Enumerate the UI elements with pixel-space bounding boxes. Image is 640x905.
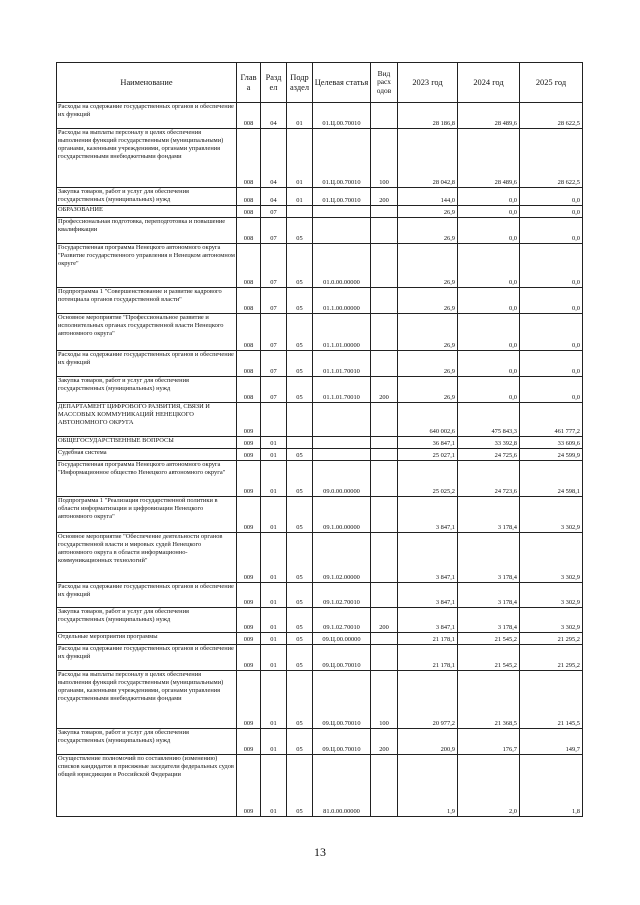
cell-name: Расходы на выплаты персоналу в целях обеспечения выполнения функций государственными (муниципальными) органами, казенными учреждениями, органами управления государственными внебюджетными фондами <box>57 129 237 188</box>
cell-razdel: 07 <box>261 206 287 218</box>
cell-vid <box>371 633 398 645</box>
cell-vid <box>371 755 398 817</box>
cell-y2025: 0,0 <box>520 218 583 244</box>
cell-glava: 008 <box>237 103 261 129</box>
cell-glava: 009 <box>237 533 261 583</box>
cell-podrazdel <box>287 437 313 449</box>
cell-vid <box>371 206 398 218</box>
cell-tselevaya: 01.1.01.00000 <box>313 314 371 351</box>
table-row <box>57 129 583 188</box>
cell-tselevaya: 01.1.01.70010 <box>313 351 371 377</box>
cell-vid <box>371 461 398 497</box>
cell-y2024: 33 392,8 <box>458 437 520 449</box>
cell-name: ДЕПАРТАМЕНТ ЦИФРОВОГО РАЗВИТИЯ, СВЯЗИ И МАССОВЫХ КОММУНИКАЦИЙ НЕНЕЦКОГО АВТОНОМНОГО ОКРУГА <box>57 403 237 437</box>
cell-glava: 009 <box>237 461 261 497</box>
cell-podrazdel: 05 <box>287 671 313 729</box>
cell-tselevaya: 81.0.00.00000 <box>313 755 371 817</box>
cell-y2025: 24 599,9 <box>520 449 583 461</box>
cell-vid <box>371 288 398 314</box>
cell-vid <box>371 103 398 129</box>
cell-tselevaya <box>313 403 371 437</box>
cell-vid <box>371 403 398 437</box>
cell-y2023: 1,9 <box>398 755 458 817</box>
cell-name: ОБРАЗОВАНИЕ <box>57 206 237 218</box>
cell-y2024: 2,0 <box>458 755 520 817</box>
cell-vid <box>371 244 398 288</box>
cell-tselevaya <box>313 437 371 449</box>
cell-vid <box>371 449 398 461</box>
cell-y2025: 24 598,1 <box>520 461 583 497</box>
cell-podrazdel: 05 <box>287 533 313 583</box>
table-row <box>57 608 583 633</box>
cell-razdel: 07 <box>261 377 287 403</box>
cell-tselevaya: 09.1.02.70010 <box>313 583 371 608</box>
table-row <box>57 188 583 206</box>
cell-podrazdel: 05 <box>287 377 313 403</box>
cell-tselevaya <box>313 449 371 461</box>
cell-y2023: 640 002,6 <box>398 403 458 437</box>
cell-tselevaya: 01.Ц.00.70010 <box>313 129 371 188</box>
page-number: 13 <box>314 845 326 859</box>
cell-tselevaya: 01.Ц.00.70010 <box>313 188 371 206</box>
cell-vid: 200 <box>371 608 398 633</box>
cell-y2025: 28 622,5 <box>520 129 583 188</box>
cell-y2023: 26,9 <box>398 377 458 403</box>
cell-y2024: 0,0 <box>458 206 520 218</box>
cell-glava: 009 <box>237 729 261 755</box>
table-row <box>57 671 583 729</box>
cell-glava: 008 <box>237 377 261 403</box>
cell-glava: 009 <box>237 449 261 461</box>
cell-razdel: 04 <box>261 188 287 206</box>
cell-y2025: 28 622,5 <box>520 103 583 129</box>
cell-y2025: 1,8 <box>520 755 583 817</box>
cell-y2023: 21 178,1 <box>398 645 458 671</box>
cell-razdel: 07 <box>261 351 287 377</box>
cell-razdel: 01 <box>261 533 287 583</box>
cell-podrazdel: 05 <box>287 244 313 288</box>
cell-glava: 009 <box>237 437 261 449</box>
cell-y2023: 28 042,8 <box>398 129 458 188</box>
cell-y2024: 176,7 <box>458 729 520 755</box>
cell-glava: 008 <box>237 129 261 188</box>
table-row <box>57 103 583 129</box>
header-podrazdel: Подр аздел <box>287 63 313 103</box>
cell-glava: 008 <box>237 206 261 218</box>
table-row <box>57 755 583 817</box>
table-header-row <box>57 63 583 103</box>
cell-razdel: 04 <box>261 103 287 129</box>
cell-razdel: 01 <box>261 461 287 497</box>
cell-tselevaya: 09.1.02.00000 <box>313 533 371 583</box>
cell-y2024: 24 723,6 <box>458 461 520 497</box>
cell-tselevaya: 09.Ц.00.70010 <box>313 671 371 729</box>
cell-glava: 008 <box>237 218 261 244</box>
cell-name: Расходы на содержание государственных органов и обеспечение их функций <box>57 645 237 671</box>
cell-tselevaya: 01.1.00.00000 <box>313 288 371 314</box>
cell-razdel: 01 <box>261 437 287 449</box>
cell-y2024: 0,0 <box>458 218 520 244</box>
cell-vid <box>371 218 398 244</box>
header-name: Наименование <box>57 63 237 103</box>
cell-y2024: 0,0 <box>458 188 520 206</box>
cell-vid: 200 <box>371 188 398 206</box>
header-glava: Глав а <box>237 63 261 103</box>
cell-name: Судебная система <box>57 449 237 461</box>
header-razdel: Разд ел <box>261 63 287 103</box>
cell-name: Отдельные мероприятия программы <box>57 633 237 645</box>
cell-y2025: 33 609,6 <box>520 437 583 449</box>
cell-podrazdel: 05 <box>287 218 313 244</box>
table-row <box>57 377 583 403</box>
cell-y2023: 25 027,1 <box>398 449 458 461</box>
table-row <box>57 497 583 533</box>
cell-y2025: 3 302,9 <box>520 608 583 633</box>
table-row <box>57 583 583 608</box>
cell-podrazdel: 05 <box>287 608 313 633</box>
cell-razdel: 07 <box>261 314 287 351</box>
cell-podrazdel <box>287 403 313 437</box>
cell-tselevaya <box>313 218 371 244</box>
cell-y2023: 3 847,1 <box>398 533 458 583</box>
cell-y2023: 21 178,1 <box>398 633 458 645</box>
cell-y2023: 26,9 <box>398 206 458 218</box>
cell-y2023: 26,9 <box>398 288 458 314</box>
cell-podrazdel: 01 <box>287 129 313 188</box>
cell-name: Подпрограмма 1 "Совершенствование и развитие кадрового потенциала органов государственной власти" <box>57 288 237 314</box>
cell-razdel: 01 <box>261 729 287 755</box>
table-row <box>57 533 583 583</box>
cell-glava: 009 <box>237 497 261 533</box>
table-row <box>57 218 583 244</box>
cell-glava: 009 <box>237 608 261 633</box>
cell-podrazdel: 05 <box>287 583 313 608</box>
cell-tselevaya: 01.Ц.00.70010 <box>313 103 371 129</box>
cell-razdel: 01 <box>261 645 287 671</box>
cell-razdel: 01 <box>261 449 287 461</box>
cell-name: Закупка товаров, работ и услуг для обеспечения государственных (муниципальных) нужд <box>57 188 237 206</box>
cell-vid <box>371 645 398 671</box>
header-tselevaya: Целевая статья <box>313 63 371 103</box>
cell-y2023: 28 186,8 <box>398 103 458 129</box>
table-row <box>57 729 583 755</box>
cell-y2023: 144,0 <box>398 188 458 206</box>
cell-podrazdel: 05 <box>287 351 313 377</box>
cell-glava: 008 <box>237 244 261 288</box>
cell-y2024: 24 725,6 <box>458 449 520 461</box>
cell-tselevaya: 09.1.00.00000 <box>313 497 371 533</box>
cell-glava: 009 <box>237 633 261 645</box>
cell-vid: 200 <box>371 377 398 403</box>
cell-y2024: 28 489,6 <box>458 129 520 188</box>
cell-razdel: 01 <box>261 671 287 729</box>
cell-podrazdel <box>287 206 313 218</box>
cell-y2024: 3 178,4 <box>458 533 520 583</box>
cell-y2025: 0,0 <box>520 188 583 206</box>
cell-podrazdel: 01 <box>287 103 313 129</box>
cell-razdel: 01 <box>261 608 287 633</box>
cell-name: Государственная программа Ненецкого автономного округа "Развитие государственного управления в Ненецком автономном округе" <box>57 244 237 288</box>
cell-tselevaya: 09.Ц.00.70010 <box>313 729 371 755</box>
header-vid: Вид расх одов <box>371 63 398 103</box>
cell-razdel: 01 <box>261 755 287 817</box>
table-row <box>57 633 583 645</box>
table-row <box>57 449 583 461</box>
cell-razdel: 07 <box>261 218 287 244</box>
cell-vid <box>371 533 398 583</box>
cell-glava: 008 <box>237 351 261 377</box>
cell-razdel <box>261 403 287 437</box>
cell-name: Расходы на выплаты персоналу в целях обеспечения выполнения функций государственными (муниципальными) органами, казенными учреждениями, органами управления государственными внебюджетными фондами <box>57 671 237 729</box>
cell-y2025: 3 302,9 <box>520 533 583 583</box>
table-row <box>57 403 583 437</box>
cell-y2025: 149,7 <box>520 729 583 755</box>
cell-y2024: 0,0 <box>458 244 520 288</box>
cell-y2024: 21 545,2 <box>458 633 520 645</box>
cell-y2025: 21 145,5 <box>520 671 583 729</box>
cell-glava: 009 <box>237 583 261 608</box>
cell-vid <box>371 314 398 351</box>
cell-y2025: 3 302,9 <box>520 583 583 608</box>
cell-razdel: 01 <box>261 497 287 533</box>
cell-y2024: 0,0 <box>458 314 520 351</box>
cell-y2025: 0,0 <box>520 377 583 403</box>
budget-table <box>56 62 583 817</box>
cell-vid <box>371 437 398 449</box>
cell-razdel: 07 <box>261 244 287 288</box>
cell-razdel: 07 <box>261 288 287 314</box>
cell-razdel: 01 <box>261 583 287 608</box>
cell-glava: 009 <box>237 671 261 729</box>
table-row <box>57 351 583 377</box>
cell-name: Основное мероприятие "Обеспечение деятельности органов государственной власти и мировых судей Ненецкого автономного округа в области информационно-коммуникационных технологий" <box>57 533 237 583</box>
cell-y2023: 36 847,1 <box>398 437 458 449</box>
cell-y2025: 3 302,9 <box>520 497 583 533</box>
cell-name: Расходы на содержание государственных органов и обеспечение их функций <box>57 583 237 608</box>
cell-glava: 008 <box>237 188 261 206</box>
cell-y2023: 3 847,1 <box>398 497 458 533</box>
cell-tselevaya: 09.Ц.00.00000 <box>313 633 371 645</box>
cell-vid: 100 <box>371 129 398 188</box>
cell-glava: 009 <box>237 403 261 437</box>
cell-name: Основное мероприятие "Профессиональное развитие и исполнительных органах государственной власти Ненецкого автономного округа" <box>57 314 237 351</box>
header-2023: 2023 год <box>398 63 458 103</box>
cell-podrazdel: 05 <box>287 461 313 497</box>
cell-name: Расходы на содержание государственных органов и обеспечение их функций <box>57 351 237 377</box>
cell-tselevaya: 09.0.00.00000 <box>313 461 371 497</box>
cell-razdel: 04 <box>261 129 287 188</box>
cell-name: Закупка товаров, работ и услуг для обеспечения государственных (муниципальных) нужд <box>57 608 237 633</box>
cell-vid: 200 <box>371 729 398 755</box>
cell-vid <box>371 583 398 608</box>
cell-y2023: 25 025,2 <box>398 461 458 497</box>
cell-vid: 100 <box>371 671 398 729</box>
table-row <box>57 314 583 351</box>
cell-y2024: 0,0 <box>458 377 520 403</box>
cell-y2023: 20 977,2 <box>398 671 458 729</box>
cell-name: Профессиональная подготовка, переподготовка и повышение квалификации <box>57 218 237 244</box>
cell-y2023: 26,9 <box>398 351 458 377</box>
cell-vid <box>371 497 398 533</box>
cell-y2025: 21 295,2 <box>520 645 583 671</box>
cell-name: Осуществление полномочий по составлению (изменению) списков кандидатов в присяжные заседатели федеральных судов общей юрисдикции в Российской Федерации <box>57 755 237 817</box>
cell-name: Государственная программа Ненецкого автономного округа "Информационное общество Ненецкого автономного округа" <box>57 461 237 497</box>
cell-y2023: 3 847,1 <box>398 583 458 608</box>
cell-y2024: 3 178,4 <box>458 583 520 608</box>
cell-y2025: 0,0 <box>520 244 583 288</box>
cell-y2025: 0,0 <box>520 314 583 351</box>
cell-y2023: 26,9 <box>398 244 458 288</box>
cell-podrazdel: 05 <box>287 633 313 645</box>
table-row <box>57 206 583 218</box>
cell-podrazdel: 05 <box>287 314 313 351</box>
cell-y2023: 200,9 <box>398 729 458 755</box>
cell-glava: 008 <box>237 314 261 351</box>
cell-y2023: 26,9 <box>398 218 458 244</box>
cell-podrazdel: 05 <box>287 755 313 817</box>
cell-y2024: 3 178,4 <box>458 608 520 633</box>
table-row <box>57 244 583 288</box>
table-row <box>57 437 583 449</box>
cell-razdel: 01 <box>261 633 287 645</box>
cell-name: Расходы на содержание государственных органов и обеспечение их функций <box>57 103 237 129</box>
cell-podrazdel: 05 <box>287 449 313 461</box>
table-row <box>57 461 583 497</box>
cell-y2024: 475 843,3 <box>458 403 520 437</box>
cell-y2025: 0,0 <box>520 206 583 218</box>
cell-y2023: 3 847,1 <box>398 608 458 633</box>
table-row <box>57 645 583 671</box>
cell-y2024: 0,0 <box>458 288 520 314</box>
cell-y2024: 0,0 <box>458 351 520 377</box>
cell-glava: 008 <box>237 288 261 314</box>
cell-podrazdel: 05 <box>287 497 313 533</box>
cell-tselevaya: 09.1.02.70010 <box>313 608 371 633</box>
cell-podrazdel: 05 <box>287 645 313 671</box>
cell-y2024: 21 545,2 <box>458 645 520 671</box>
cell-y2024: 21 368,5 <box>458 671 520 729</box>
header-2025: 2025 год <box>520 63 583 103</box>
cell-podrazdel: 05 <box>287 729 313 755</box>
cell-podrazdel: 01 <box>287 188 313 206</box>
cell-name: Подпрограмма 1 "Реализация государственной политики в области информатизации и цифровизации Ненецкого автономного округа" <box>57 497 237 533</box>
cell-tselevaya: 09.Ц.00.70010 <box>313 645 371 671</box>
cell-name: Закупка товаров, работ и услуг для обеспечения государственных (муниципальных) нужд <box>57 729 237 755</box>
cell-tselevaya <box>313 206 371 218</box>
cell-podrazdel: 05 <box>287 288 313 314</box>
cell-name: ОБЩЕГОСУДАРСТВЕННЫЕ ВОПРОСЫ <box>57 437 237 449</box>
cell-tselevaya: 01.1.01.70010 <box>313 377 371 403</box>
cell-y2024: 3 178,4 <box>458 497 520 533</box>
cell-glava: 009 <box>237 645 261 671</box>
cell-tselevaya: 01.0.00.00000 <box>313 244 371 288</box>
cell-y2024: 28 489,6 <box>458 103 520 129</box>
cell-y2025: 0,0 <box>520 288 583 314</box>
table-row <box>57 288 583 314</box>
cell-y2025: 21 295,2 <box>520 633 583 645</box>
header-2024: 2024 год <box>458 63 520 103</box>
cell-glava: 009 <box>237 755 261 817</box>
cell-name: Закупка товаров, работ и услуг для обеспечения государственных (муниципальных) нужд <box>57 377 237 403</box>
cell-y2025: 0,0 <box>520 351 583 377</box>
cell-y2023: 26,9 <box>398 314 458 351</box>
cell-vid <box>371 351 398 377</box>
cell-y2025: 461 777,2 <box>520 403 583 437</box>
